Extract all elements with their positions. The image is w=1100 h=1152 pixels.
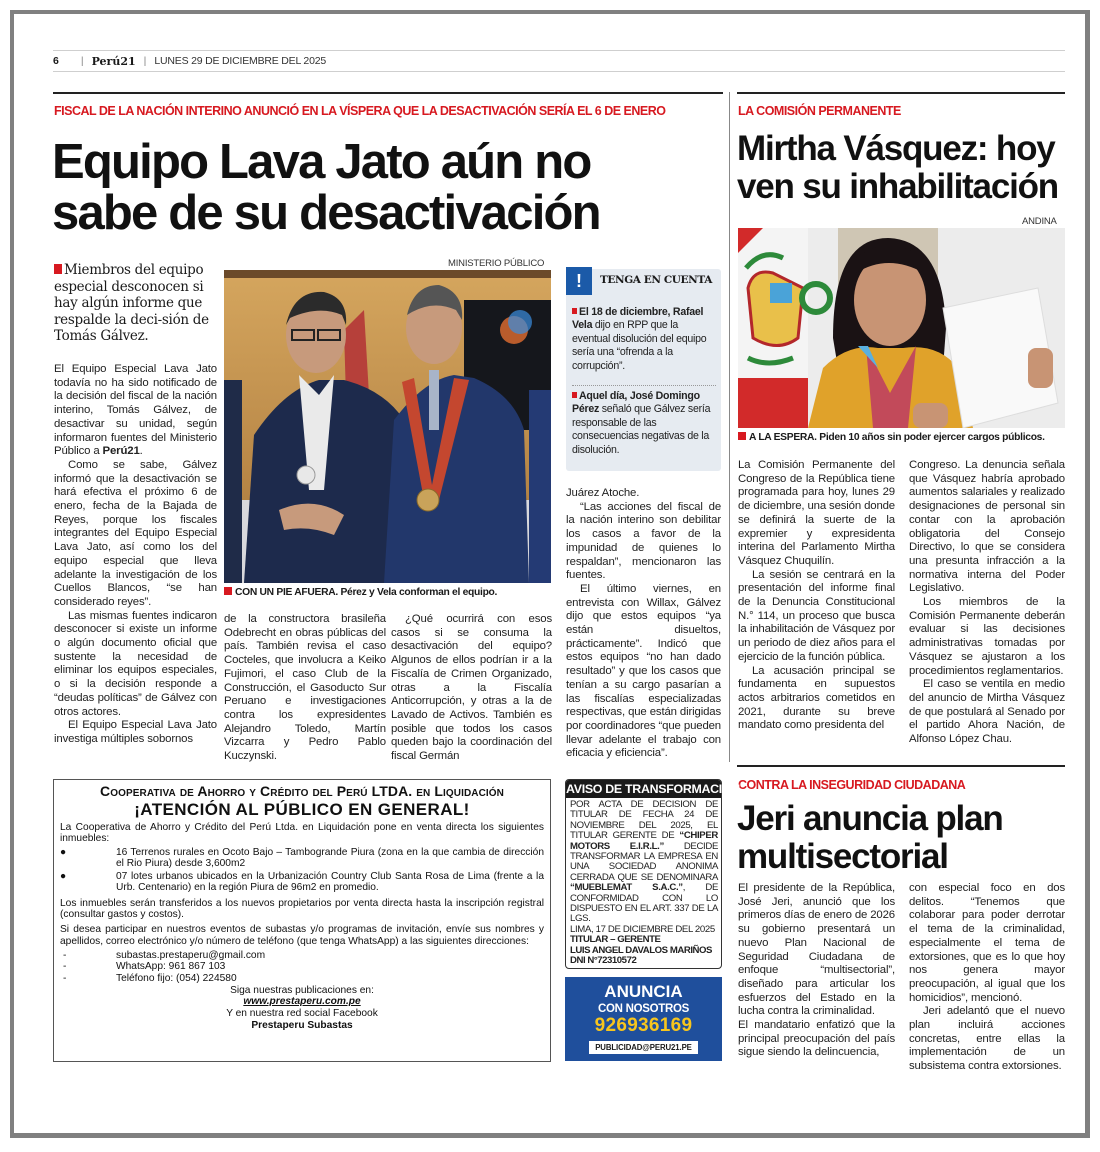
anuncia-email: PUBLICIDAD@PERU21.PE	[589, 1041, 698, 1054]
main-lead-text: Miembros del equipo especial desconocen si hay algún informe que respalde la deci-sión de Tomás Gálvez.	[54, 262, 209, 344]
main-column-4	[566, 487, 721, 761]
paragraph: Las mismas fuentes indicaron desconocer si existe un informe o algún documento oficial que sustente la necesidad de eliminar los equipos especiales, o si la decisión responde a “deudas políticas” de Gálvez con otros actores.	[54, 609, 217, 718]
paragraph: El caso se ventila en medio del anuncio de Mirtha Vásquez de que postulará al Senado por el partido Ahora Nación, de Alfonso López Chau.	[909, 678, 1065, 746]
ad-url-link[interactable]: www.prestaperu.com.pe	[243, 996, 361, 1008]
ad-contact-email: - subastas.prestaperu@gmail.com	[63, 949, 266, 961]
ad-intro: La Cooperativa de Ahorro y Crédito del Perú Ltda. en Liquidación pone en venta directa los siguientes inmuebles:	[60, 822, 544, 845]
red-square-bullet	[738, 432, 746, 440]
main-kicker: FISCAL DE LA NACIÓN INTERINO ANUNCIÓ EN LA VÍSPERA QUE LA DESACTIVACIÓN SERÍA EL 6 DE ENERO	[54, 104, 666, 118]
main-column-1	[54, 363, 217, 747]
caption-text: Piden 10 años sin poder ejercer cargos públicos.	[819, 432, 1045, 443]
red-square-bullet	[54, 264, 62, 274]
main-lead	[54, 262, 219, 345]
page-number: 6	[53, 55, 59, 67]
paragraph: “Las acciones del fiscal de la nación interino son debilitar los casos a favor de la impunidad de quienes lo respaldan”, mencionaron las fuentes.	[566, 500, 721, 582]
third-column-2	[909, 882, 1065, 1074]
info-box	[566, 269, 721, 471]
caption-label: A LA ESPERA.	[749, 432, 817, 443]
aviso-name: LUIS ANGEL DAVALOS MARIÑOS	[570, 944, 712, 956]
paragraph: Los miembros de la Comisión Permanente deberán evaluar si las decisiones administrativas tomadas por Vásquez se ajustaron a los procedimientos reglamentarios.	[909, 596, 1065, 677]
anuncia-line2: CON NOSOTROS	[598, 1003, 689, 1015]
main-headline-line1: Equipo Lava Jato aún no	[52, 135, 591, 189]
paragraph: La acusación principal se fundamenta en supuestos actos arbitrarios cometidos en 2021, durante su breve mandato como presidenta del	[738, 664, 895, 732]
caption-label: CON UN PIE AFUERA.	[235, 587, 338, 598]
main-photo-illustration	[224, 270, 551, 583]
info-box-title: TENGA EN CUENTA	[600, 274, 712, 286]
info-box-item: Aquel día, José Domingo Pérez señaló que Gálvez sería responsable de las consecuencias negativas de la disolución.	[572, 390, 711, 456]
bullet-icon: ●	[60, 871, 67, 883]
contact-whatsapp: WhatsApp: 961 867 103	[116, 961, 226, 973]
contact-phone: Teléfono fijo: (054) 224580	[116, 972, 237, 984]
third-headline	[737, 800, 1003, 876]
side-photo-illustration	[738, 228, 1065, 428]
ad-bullet: ● 16 Terrenos rurales en Ocoto Bajo – Tambogrande Piura (zona en la que cambia de dirección el Rio Piura) desde 3,600m2	[60, 846, 544, 869]
red-square-bullet	[572, 392, 577, 398]
info-box-item: El 18 de diciembre, Rafael Vela dijo en RPP que la eventual disolución del equipo sería una “ofrenda a la corrupción”.	[572, 306, 707, 372]
ad-follow: Siga nuestras publicaciones en:	[230, 984, 374, 996]
paragraph: El presidente de la República, José Jeri, anunció que los primeros días de enero de 2026 su gobierno presentará un nuevo Plan Nacional de Seguridad Ciudadana de enfoque “multisectorial”, diseñado para articular los esfuerzos del Estado en la lucha contra la criminalidad.	[738, 882, 895, 1018]
paragraph: ¿Qué ocurrirá con esos casos si se consuma la desactivación del equipo? Algunos de ellos podrían ir a la Fiscalía de Crimen Organizado, otras a la Fiscalía Anticorrupción, y otras a la de Lavado de Activos. También es posible que todos los casos queden bajo la coordinación del fiscal Germán	[391, 613, 552, 763]
cooperativa-ad	[53, 779, 551, 1062]
third-headline-line2: multisectorial	[737, 837, 948, 876]
ad-title: Cooperativa de Ahorro y Crédito del Perú LTDA. en Liquidación	[99, 783, 504, 799]
third-kicker: CONTRA LA INSEGURIDAD CIUDADANA	[738, 778, 966, 792]
issue-date: LUNES 29 DE DICIEMBRE DEL 2025	[154, 55, 326, 67]
paragraph: Juárez Atoche.	[566, 487, 640, 499]
aviso-role: TITULAR – GERENTE	[570, 934, 661, 946]
bullet-icon: ●	[60, 846, 67, 858]
main-photo-caption	[224, 587, 497, 598]
anuncia-ad[interactable]	[565, 977, 722, 1061]
paragraph: El Equipo Especial Lava Jato todavía no ha sido notificado de la decisión del fiscal de la nación interino, Tomás Gálvez, de desactivar su unidad, según informaron fuentes del Ministerio Público a Perú21.	[54, 363, 217, 458]
anuncia-line1: ANUNCIA	[604, 982, 683, 1001]
main-column-2	[224, 613, 386, 764]
folio-separator: |	[80, 55, 84, 67]
newspaper-brand: Perú21	[91, 54, 136, 68]
contact-email[interactable]: subastas.prestaperu@gmail.com	[116, 949, 266, 961]
folio-bar	[53, 50, 1065, 72]
section-rule	[53, 92, 723, 94]
main-headline	[52, 137, 600, 239]
third-column-1	[738, 882, 895, 1060]
paragraph: La Comisión Permanente del Congreso de la República tiene programada para hoy, lunes 29 de diciembre, una sesión donde se definirá la suerte de la expremier y expresidenta interina del Parlamento Mirtha Vásquez Chuquilín.	[738, 459, 895, 567]
paragraph: La sesión se centrará en la presentación del informe final de la Denuncia Constitucional N.° 114, un proceso que busca la inhabilitación de Vásquez por un periodo de diez años para el ejercicio de la función pública.	[738, 568, 895, 663]
ad-contact-phone: - Teléfono fijo: (054) 224580	[63, 972, 237, 984]
paragraph: El mandatario enfatizó que la principal preocupación del país sigue siendo la delincuencia,	[738, 1019, 895, 1059]
section-rule	[737, 92, 1065, 94]
exclamation-icon: !	[566, 267, 592, 295]
main-headline-line2: sabe de su desactivación	[52, 186, 600, 240]
ad-facebook-page: Prestaperu Subastas	[251, 1019, 353, 1031]
photo-credit: ANDINA	[1022, 216, 1057, 227]
info-box-header	[566, 269, 721, 291]
ad-contact-whatsapp: - WhatsApp: 961 867 103	[63, 961, 226, 973]
paragraph: Como se sabe, Gálvez informó que la desactivación se hará efectiva el próximo 6 de enero, fecha de la Bajada de Reyes, porque los fiscales integrantes del Equipo Especial Lava Jato, así como los del equipo especial que lleva adelante la investigación de los Cuellos Blancos, “se han considerado reyes”.	[54, 458, 217, 608]
ad-subtitle: ¡ATENCIÓN AL PÚBLICO EN GENERAL!	[134, 800, 470, 819]
photo-credit: MINISTERIO PÚBLICO	[448, 258, 545, 269]
main-column-3	[391, 613, 552, 764]
side-photo-caption	[738, 432, 1045, 443]
aviso-dni: DNI N°72310572	[570, 955, 637, 967]
paragraph: Jeri adelantó que el nuevo plan incluirá acciones concretas, entre ellas la implementación de un subsistema contra extorsiones.	[909, 1005, 1065, 1073]
anuncia-phone: 926936169	[594, 1015, 693, 1036]
aviso-ad	[565, 779, 740, 969]
side-headline-line2: ven su inhabilitación	[737, 167, 1058, 206]
section-rule	[737, 765, 1065, 767]
third-headline-line1: Jeri anuncia plan	[737, 799, 1003, 838]
folio-separator: |	[143, 55, 147, 67]
ad-invite: Si desea participar en nuestros eventos de subastas y/o programas de invitación, envíe sus nombres y apellidos, correo electrónico y/o número de teléfono (que tenga WhatsApp) a las siguientes direcciones:	[60, 924, 544, 947]
side-kicker: LA COMISIÓN PERMANENTE	[738, 104, 901, 118]
ad-transfer: Los inmuebles serán transferidos a los nuevos propietarios por venta directa hasta la inscripción registral (consultar gastos y costos).	[60, 897, 544, 921]
paragraph: de la constructora brasileña Odebrecht en obras públicas del país. También revisa el caso Cocteles, que involucra a Keiko Fujimori, el caso Club de la Construcción, el Gasoducto Sur Peruano e investigaciones contra los expresidentes Alejandro Toledo, Martín Vizcarra y Pedro Pablo Kuczynski.	[224, 613, 386, 763]
aviso-date: LIMA, 17 DE DICIEMBRE DEL 2025	[570, 923, 715, 935]
side-column-2	[909, 459, 1065, 747]
paragraph: El último viernes, en entrevista con Willax, Gálvez dijo que estos equipos “ya están disueltos, prácticamente”. Indicó que estos equipos “no han dado resultado” y que los casos que tenían a su cargo pasarían a las fiscalías especializadas respectivas, que están dirigidas por coordinadores “que pueden llevar adelante el trabajo con eficacia y eficiencia”.	[566, 582, 721, 760]
ad-bullet: ● 07 lotes urbanos ubicados en la Urbanización Country Club Santa Rosa de Lima (frente a la Urb. Centenario) en la región Piura de 96m2 en promedio.	[60, 871, 544, 894]
paragraph: El Equipo Especial Lava Jato investiga múltiples sobornos	[54, 719, 217, 745]
aviso-title: AVISO DE TRANSFORMACIÓN	[566, 782, 740, 796]
caption-text: Pérez y Vela conforman el equipo.	[340, 587, 498, 598]
main-photo	[224, 270, 551, 583]
side-photo	[738, 228, 1065, 428]
side-column-1	[738, 459, 895, 733]
red-square-bullet	[224, 587, 232, 595]
paragraph: con especial foco en dos delitos. “Tenemos que colaborar para poder derrotar el tema de la criminalidad, especialmente el tema de extorsiones, que es lo que hoy nos genera mayor preocupación, al igual que los homicidios”, mencionó.	[909, 882, 1065, 1004]
paragraph: Congreso. La denuncia señala que Vásquez habría aprobado aumentos salariales y realizado designaciones de personal sin contar con la aprobación obligatoria del Consejo Directivo, lo que se considera una presunta infracción a la normativa interna del Poder Legislativo.	[909, 459, 1065, 595]
side-headline-line1: Mirtha Vásquez: hoy	[737, 129, 1055, 168]
column-divider	[729, 92, 730, 762]
dotted-divider	[572, 385, 716, 386]
ad-social: Y en nuestra red social Facebook	[226, 1008, 378, 1020]
red-square-bullet	[572, 308, 577, 314]
side-headline	[737, 130, 1058, 206]
aviso-body: POR ACTA DE DECISION DE TITULAR DE FECHA 24 DE NOVIEMBRE DEL 2025, EL TITULAR GERENTE DE “CHIPER MOTORS E.I.R.L.” DECIDE TRANSFORMAR LA EMPRESA EN UNA SOCIEDAD ANONIMA CERRADA QUE SE DENOMINARA “MUEBLEMAT S.A.C.”, DE CONFORMIDAD CON LO DISPUESTO EN EL ART. 337 DE LA LGS. LIMA, 17 DE DICIEMBRE DEL 2025 TITULAR – GERENTE LUIS ANGEL DAVALOS MARIÑOS DNI N°72310572	[570, 799, 718, 967]
